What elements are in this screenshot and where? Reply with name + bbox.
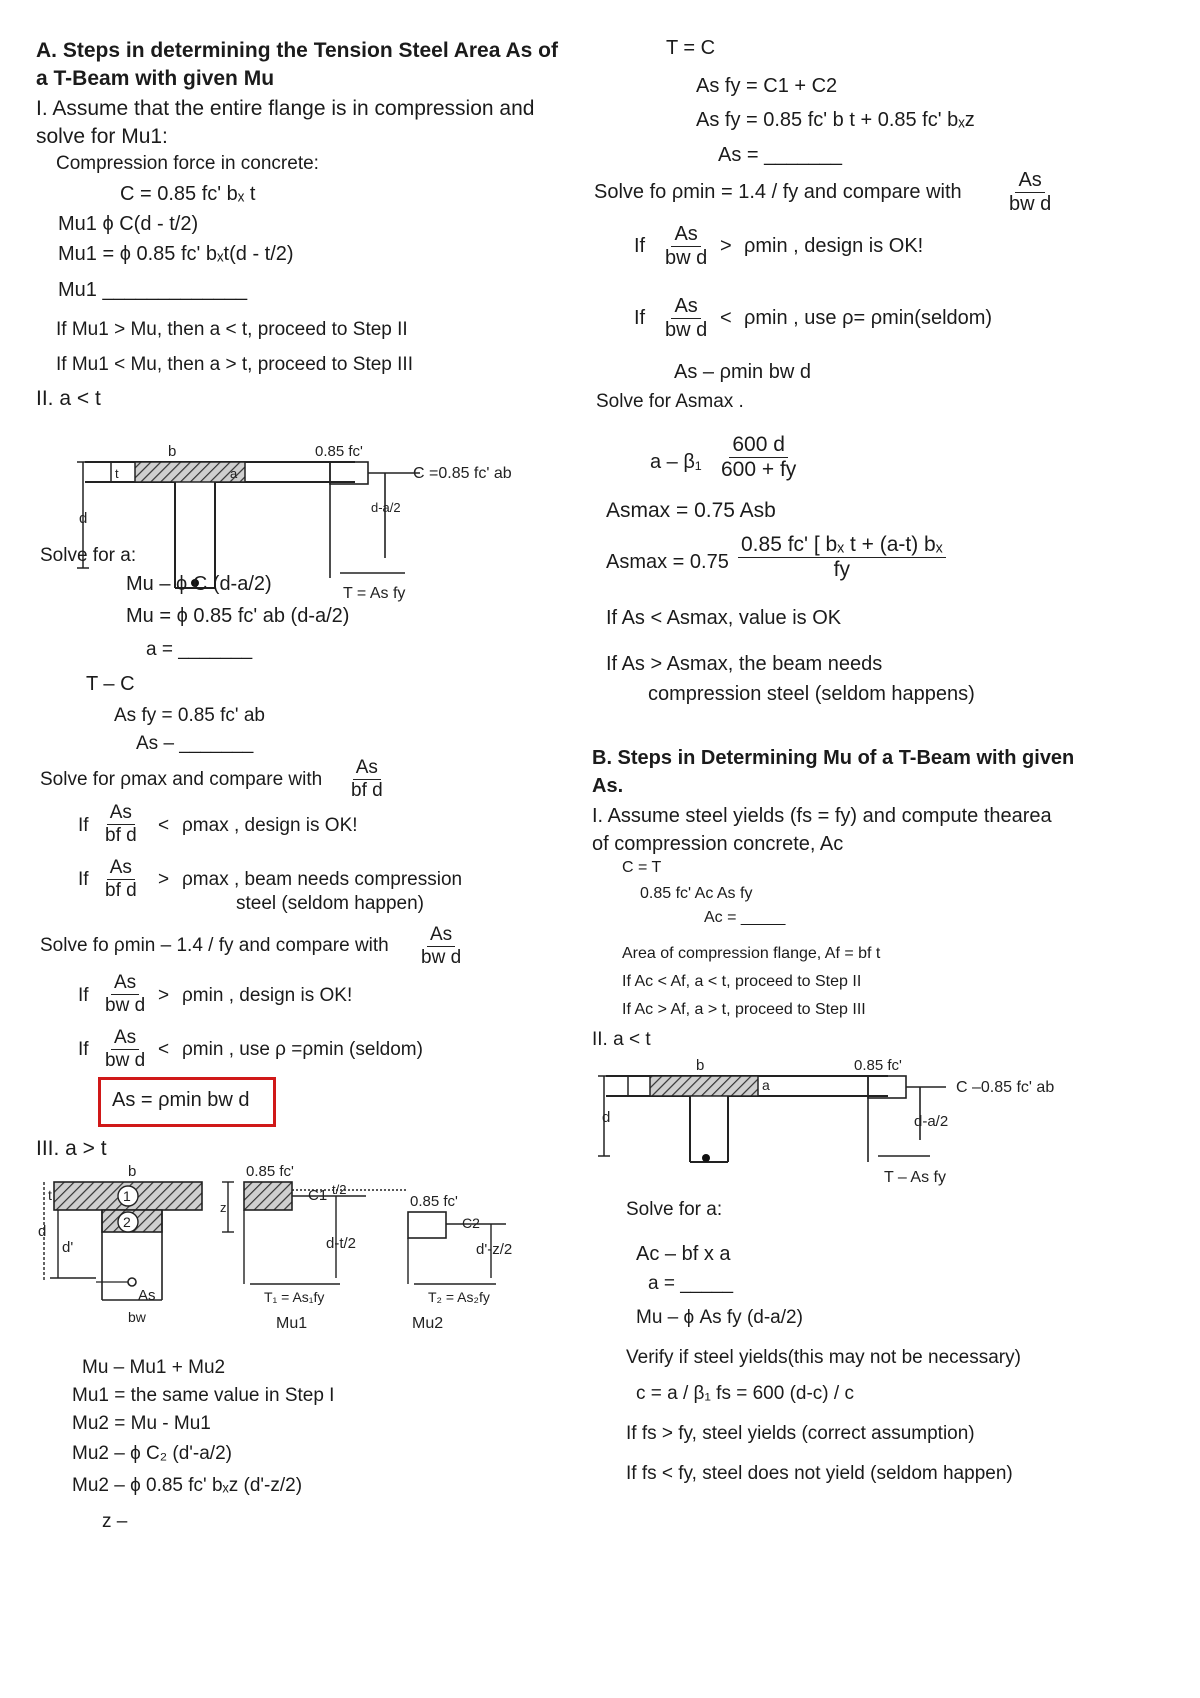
mu-equation-1: Mu – ϕ C (d-a/2) xyxy=(126,573,272,595)
area-flange: Area of compression flange, Af = bf t xyxy=(622,945,881,962)
solve-asmax: Solve for Asmax . xyxy=(596,391,744,412)
label-t: t xyxy=(48,1187,52,1203)
dim-t: t xyxy=(115,466,119,481)
label-b: b xyxy=(696,1057,705,1074)
label-t1: T₁ = As₁fy xyxy=(264,1289,325,1305)
fs-lt-fy: If fs < fy, steel does not yield (seldom happen) xyxy=(626,1463,1013,1484)
zone-2-label: 2 xyxy=(123,1214,131,1230)
asfy-c1-c2: As fy = C1 + C2 xyxy=(696,75,838,97)
as-blank-right: As = _______ xyxy=(718,144,842,166)
pmax-compression-line2: steel (seldom happen) xyxy=(236,893,424,914)
a-blank-right: a = _____ xyxy=(648,1273,734,1294)
greater-than-2: > xyxy=(158,985,170,1006)
mu-equation-2: Mu = ϕ 0.85 fc' ab (d-a/2) xyxy=(126,605,350,627)
label-arm-2: d'-z/2 xyxy=(476,1241,513,1258)
fraction-as-bwd-1: $\frac{As}{\text{bw d}}$ xyxy=(105,972,146,1016)
ac-greater-af: If Ac > Af, a > t, proceed to Step III xyxy=(622,1001,866,1018)
mu1-equation-2: Mu1 = ϕ 0.85 fc' bₓt(d - t/2) xyxy=(58,243,294,265)
label-bw: bw xyxy=(128,1309,146,1325)
condition-step-2: If Mu1 > Mu, then a < t, proceed to Step II xyxy=(56,319,408,340)
a-beta: a – β₁ xyxy=(650,451,702,473)
label-z: z xyxy=(220,1200,227,1215)
if-label-4: If xyxy=(78,1039,89,1060)
label-tension: T – As fy xyxy=(884,1169,946,1186)
if-label-2: If xyxy=(78,869,89,890)
label-d: d xyxy=(38,1223,47,1240)
mu-sum: Mu – Mu1 + Mu2 xyxy=(82,1357,226,1378)
fraction-as-bwd-2: $\frac{As}{\text{bw d}}$ xyxy=(105,1027,146,1071)
label-fc: 0.85 fc' xyxy=(854,1057,902,1074)
solve-for-a: Solve for a: xyxy=(40,545,137,566)
verify-yield: Verify if steel yields(this may not be necessary) xyxy=(626,1347,1021,1368)
label-fc: 0.85 fc' xyxy=(315,443,363,460)
step-b1-line2: of compression concrete, Ac xyxy=(592,833,844,855)
if-label-1: If xyxy=(78,815,89,836)
pmin-use: ρmin , use ρ =ρmin (seldom) xyxy=(182,1039,423,1060)
dim-d: d xyxy=(602,1109,611,1126)
step-b1-line1: I. Assume steel yields (fs = fy) and compute thearea xyxy=(592,805,1052,827)
asmax-ok: If As < Asmax, value is OK xyxy=(606,607,842,629)
section-iii-heading: III. a > t xyxy=(36,1137,107,1160)
mu1-blank: Mu1 _____________ xyxy=(58,279,248,301)
mu1-same-value: Mu1 = the same value in Step I xyxy=(72,1385,335,1406)
heading-a-line2: a T-Beam with given Mu xyxy=(36,67,275,90)
fraction-600d: $\frac{600 d}{600 + fy}$ xyxy=(721,433,797,482)
fraction-as-bwd-right-2: $\frac{As}{\text{bw d}}$ xyxy=(665,295,708,341)
if-label-right-2: If xyxy=(634,307,646,329)
fraction-as-bwd-right: $\frac{As}{\text{bw d}}$ xyxy=(1009,169,1052,215)
ac-less-af: If Ac < Af, a < t, proceed to Step II xyxy=(622,973,862,990)
less-than-1: < xyxy=(158,815,170,836)
dim-d: d xyxy=(79,510,88,527)
ac-blank: Ac = _____ xyxy=(704,909,786,926)
mu2-equation-1: Mu2 = Mu - Mu1 xyxy=(72,1413,211,1434)
heading-b-line1: B. Steps in Determining Mu of a T-Beam with given xyxy=(592,747,1075,769)
section-ii-right: II. a < t xyxy=(592,1029,651,1050)
acfy-equation: 0.85 fc' Ac As fy xyxy=(640,885,753,902)
tbeam-diagram-a-gt-t xyxy=(36,1160,556,1340)
c-equals-t: C = T xyxy=(622,859,662,876)
greater-than-1: > xyxy=(158,869,170,890)
fraction-as-bwd: $\frac{As}{\text{bw d}}$ xyxy=(421,924,462,968)
label-tension: T = As fy xyxy=(343,585,406,602)
asmax-075asb: Asmax = 0.75 Asb xyxy=(606,499,776,522)
tbeam-diagram-right xyxy=(598,1057,1098,1190)
ac-bf-a: Ac – bf x a xyxy=(636,1243,731,1265)
label-mu2: Mu2 xyxy=(412,1315,444,1332)
t-equals-c-right: T = C xyxy=(666,37,716,59)
label-a: a xyxy=(230,466,238,481)
asmax-comp-line1: If As > Asmax, the beam needs xyxy=(606,653,883,675)
zone-1-label: 1 xyxy=(123,1188,131,1204)
pmin-use-right: ρmin , use ρ= ρmin(seldom) xyxy=(744,307,993,329)
steel-bar-dot xyxy=(702,1154,710,1162)
steel-bar xyxy=(128,1278,136,1286)
compression-force-label: Compression force in concrete: xyxy=(56,153,319,174)
label-c1: C1 xyxy=(308,1187,328,1204)
fraction-as-bfd-1: $\frac{As}{\text{bf d}}$ xyxy=(105,802,137,846)
section-ii-heading: II. a < t xyxy=(36,387,101,410)
compression-block-hatch xyxy=(135,462,245,482)
mu2-equation-2: Mu2 – ϕ C₂ (d'-a/2) xyxy=(72,1443,232,1464)
a-blank: a = _______ xyxy=(146,639,253,660)
label-fc-1: 0.85 fc' xyxy=(246,1163,294,1180)
step1-text-line1: I. Assume that the entire flange is in compression and xyxy=(36,97,535,120)
pmin-instruction-right: Solve fo ρmin = 1.4 / fy and compare with xyxy=(594,181,962,203)
label-c-force: C =0.85 fc' ab xyxy=(413,465,512,482)
label-t2: T₂ = As₂fy xyxy=(428,1289,490,1305)
fraction-as-bwd-right-1: $\frac{As}{\text{bw d}}$ xyxy=(665,223,708,269)
label-b: b xyxy=(168,443,177,460)
label-a: a xyxy=(762,1077,770,1093)
less-than-right: < xyxy=(720,307,732,329)
label-c-force: C –0.85 fc' ab xyxy=(956,1079,1055,1096)
as-min-equation: As = ρmin bw d xyxy=(112,1089,250,1111)
pmax-instruction: Solve for ρmax and compare with xyxy=(40,769,323,790)
fs-gt-fy: If fs > fy, steel yields (correct assumption) xyxy=(626,1423,975,1444)
stress-block-2 xyxy=(408,1212,446,1238)
greater-than-right: > xyxy=(720,235,732,257)
heading-a-line1: A. Steps in determining the Tension Steel Area As of xyxy=(36,39,558,62)
fraction-asmax: $\frac{\text{0.85 fc' [ bₓ t + (a-t) bₓ}}{fy}$ xyxy=(738,534,946,581)
c-fs-equation: c = a / β₁ fs = 600 (d-c) / c xyxy=(636,1383,854,1404)
asfy-equation: As fy = 0.85 fc' ab xyxy=(114,705,265,726)
asfy-expanded: As fy = 0.85 fc' b t + 0.85 fc' bₓz xyxy=(696,109,975,131)
asmax-comp-line2: compression steel (seldom happens) xyxy=(648,683,975,705)
fraction-as-bfd-2: $\frac{As}{\text{bf d}}$ xyxy=(105,857,137,901)
label-arm: d-a/2 xyxy=(914,1113,949,1130)
mu-equation-right: Mu – ϕ As fy (d-a/2) xyxy=(636,1307,803,1328)
pmin-ok: ρmin , design is OK! xyxy=(182,985,353,1006)
mu2-equation-3: Mu2 – ϕ 0.85 fc' bₓz (d'-z/2) xyxy=(72,1475,303,1496)
compression-block-hatch xyxy=(650,1076,758,1096)
pmin-ok-right: ρmin , design is OK! xyxy=(744,235,924,257)
if-label-3: If xyxy=(78,985,89,1006)
asmax-formula-prefix: Asmax = 0.75 xyxy=(606,551,729,573)
condition-step-3: If Mu1 < Mu, then a > t, proceed to Step III xyxy=(56,354,413,375)
less-than-2: < xyxy=(158,1039,170,1060)
z-equation: z – xyxy=(102,1511,128,1532)
pmin-instruction: Solve fo ρmin – 1.4 / fy and compare with xyxy=(40,935,389,956)
label-as: As xyxy=(138,1287,156,1304)
as-blank: As – _______ xyxy=(136,733,254,754)
step1-text-line2: solve for Mu1: xyxy=(36,125,168,148)
t-equals-c: T – C xyxy=(86,673,135,695)
label-c2: C2 xyxy=(462,1215,480,1231)
mu1-equation-1: Mu1 ϕ C(d - t/2) xyxy=(58,213,199,235)
solve-for-a-right: Solve for a: xyxy=(626,1199,723,1220)
pmax-ok: ρmax , design is OK! xyxy=(182,815,358,836)
if-label-right-1: If xyxy=(634,235,646,257)
c-equation: C = 0.85 fc' bₓ t xyxy=(120,183,256,205)
fraction-as-bfd: $\frac{As}{\text{bf d}}$ xyxy=(351,757,383,801)
as-min-right: As – ρmin bw d xyxy=(674,361,811,383)
stress-block-1 xyxy=(244,1182,292,1210)
label-dprime: d' xyxy=(62,1239,74,1256)
label-t-half: t/2 xyxy=(332,1182,347,1197)
stress-block xyxy=(330,462,420,578)
label-arm-1: d-t/2 xyxy=(326,1235,357,1252)
label-arm: d-a/2 xyxy=(371,500,401,515)
pmax-compression: ρmax , beam needs compression xyxy=(182,869,463,890)
label-fc-2: 0.85 fc' xyxy=(410,1193,458,1210)
label-mu1: Mu1 xyxy=(276,1315,308,1332)
heading-b-line2: As. xyxy=(592,775,624,797)
label-b: b xyxy=(128,1163,137,1180)
